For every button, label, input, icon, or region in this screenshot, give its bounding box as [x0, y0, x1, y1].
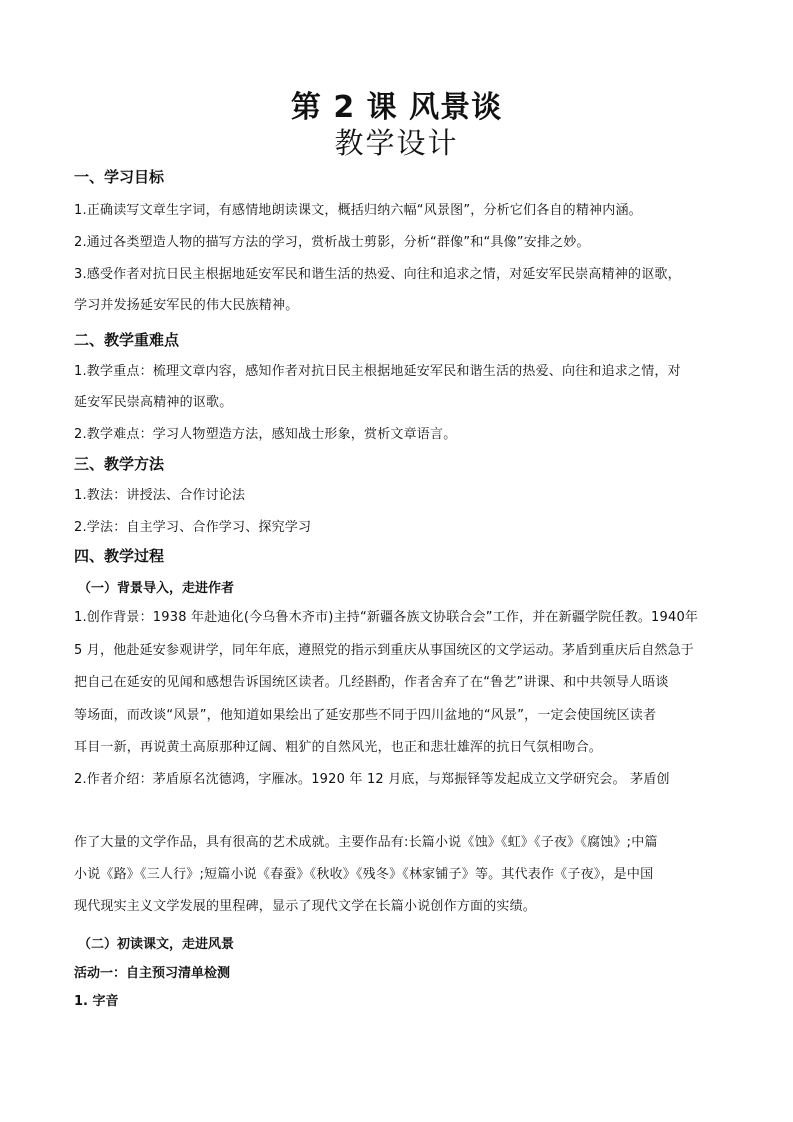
paragraph-line: 2.通过各类塑造人物的描写方法的学习，赏析战士剪影，分析“群像”和“具像”安排之妙。 — [74, 235, 590, 250]
paragraph-line: 作了大量的文学作品，具有很高的艺术成就。主要作品有:长篇小说《蚀》《虹》《子夜》《腐蚀》;中篇 — [74, 835, 658, 850]
paragraph-line: 等场面，而改谈“风景”，他知道如果绘出了延安那些不同于四川盆地的“风景”，一定会使国统区读者 — [74, 708, 657, 723]
activity-heading: 活动一：自主预习清单检测 — [74, 966, 231, 981]
paragraph-line: 耳目一新，再说黄土高原那种辽阔、粗犷的自然风光，也正和悲壮雄浑的抗日气氛相吻合。 — [74, 740, 603, 755]
paragraph-line: 3.感受作者对抗日民主根据地延安军民和谐生活的热爱、向往和追求之情，对延安军民崇高精神的讴歌， — [74, 267, 681, 282]
paragraph-line: 2.教学难点：学习人物塑造方法，感知战士形象，赏析文章语言。 — [74, 427, 457, 442]
paragraph-line: 延安军民崇高精神的讴歌。 — [74, 395, 233, 410]
subsection-heading: （一）背景导入，走进作者 — [78, 581, 235, 596]
paragraph-line: 5 月，他赴延安参观讲学，同年年底，遵照党的指示到重庆从事国统区的文学运动。茅盾到重庆后自然急于 — [74, 643, 695, 658]
paragraph-line: 学习并发扬延安军民的伟大民族精神。 — [74, 298, 299, 313]
paragraph-line: 1.创作背景：1938 年赴迪化(今乌鲁木齐市)主持“新疆各族文协联合会”工作，并在新疆学院任教。1940年 — [74, 610, 699, 625]
paragraph-line: 现代现实主义文学发展的里程碑，显示了现代文学在长篇小说创作方面的实绩。 — [74, 899, 537, 914]
paragraph-line: 小说《路》《三人行》;短篇小说《春蚕》《秋收》《残冬》《林家铺子》等。其代表作《子夜》，是中国 — [74, 867, 654, 882]
paragraph-line: 1.正确读写文章生字词，有感情地朗读课文，概括归纳六幅“风景图”，分析它们各自的精神内涵。 — [74, 203, 642, 218]
subsection-heading: （二）初读课文，走进风景 — [78, 937, 235, 952]
item-heading: 1. 字音 — [74, 994, 119, 1009]
paragraph-line: 把自己在延安的见闻和感想告诉国统区读者。几经斟酌，作者舍弃了在“鲁艺”讲课、和中共领导人晤谈 — [74, 675, 669, 690]
paragraph-line: 1.教学重点：梳理文章内容，感知作者对抗日民主根据地延安军民和谐生活的热爱、向往和追求之情，对 — [74, 364, 681, 379]
section-heading-objectives: 一、学习目标 — [74, 168, 165, 186]
paragraph-line: 2.作者介绍：茅盾原名沈德鸿，字雁冰。1920 年 12 月底，与郑振铎等发起成立文学研究会。 茅盾创 — [74, 772, 670, 787]
page-title: 第 2 课 风景谈 — [290, 90, 503, 125]
section-heading-process: 四、教学过程 — [74, 547, 165, 565]
page-subtitle: 教学设计 — [334, 126, 459, 160]
section-heading-key-points: 二、教学重难点 — [74, 331, 180, 349]
section-heading-methods: 三、教学方法 — [74, 455, 165, 473]
paragraph-line: 2.学法：自主学习、合作学习、探究学习 — [74, 520, 312, 535]
paragraph-line: 1.教法：讲授法、合作讨论法 — [74, 488, 246, 503]
